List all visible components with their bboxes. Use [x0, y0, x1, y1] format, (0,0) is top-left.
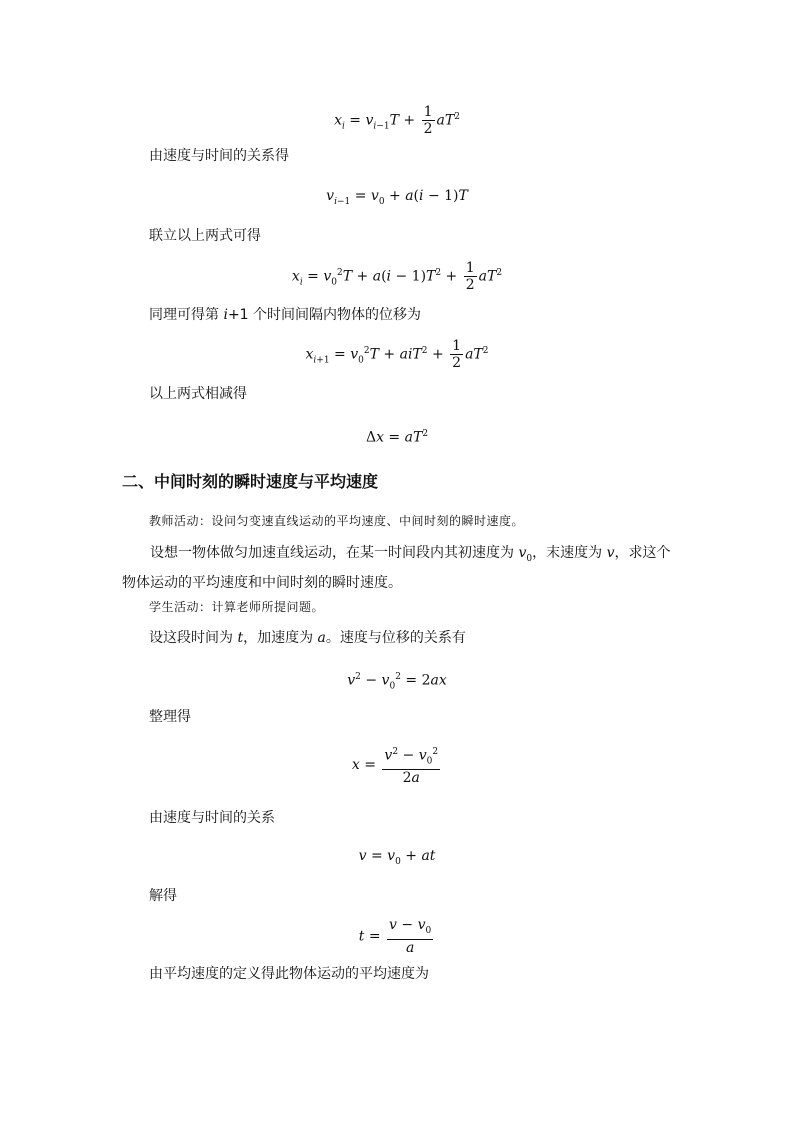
- text-velocity-time-relation: 由速度与时间的关系得: [149, 148, 289, 164]
- equation-velocity-displacement: $v^2 - v_0^2 = 2ax$: [347, 672, 447, 692]
- text3-variable: i: [223, 307, 228, 323]
- symbol-a: a: [317, 630, 326, 646]
- para1-part-c: ，求这个物体运动的平均速度和中间时刻的瞬时速度。: [122, 545, 671, 591]
- para2-part-b: ，加速度为: [243, 630, 318, 646]
- text3-suffix: +1 个时间间隔内物体的位移为: [227, 307, 422, 323]
- text-velocity-time: 由速度与时间的关系: [149, 810, 275, 826]
- para2-part-c: 。速度与位移的关系有: [325, 630, 466, 646]
- equation-x-fraction: x = $\frac{v^2 - v_0^2}{2a}$: [0, 744, 794, 786]
- equation-v: $v = v_0$ + at: [358, 848, 436, 867]
- symbol-v0: v: [518, 545, 527, 561]
- equation-t-fraction: t = $\frac{v - v_0}{a}$: [358, 917, 432, 956]
- equation-xi-combined: $x_i = v_0^2T + a(i - 1)T^2$ + $\frac{1}{2}$ $aT^2$: [291, 260, 503, 293]
- equation-vi-1: $v_{i-1} = v_0 + a(i - 1)T$: [326, 188, 468, 207]
- symbol-t: t: [237, 630, 244, 646]
- text-similarly-displacement: [149, 305, 421, 325]
- text-solve: 解得: [149, 888, 177, 904]
- paragraph-define-time: [149, 628, 466, 648]
- symbol-v: v: [606, 545, 615, 561]
- equation-xi+1: $x_{i+1} = v_0^2T + aiT^2$ + $\frac{1}{2}$ $aT^2$: [305, 338, 489, 371]
- text3-prefix: 同理可得第: [149, 307, 224, 323]
- student-activity: 学生活动：计算老师所提问题。: [149, 600, 325, 614]
- paragraph-setup: 设想一物体做匀加速直线运动，在某一时间段内其初速度为 $v_0$，末速度为 v，求这个物体运动的平均速度和中间时刻的瞬时速度。: [122, 545, 671, 591]
- para2-part-a: 设这段时间为: [149, 630, 238, 646]
- text-rearrange: 整理得: [149, 709, 191, 725]
- equation-xi: $x_i = v_{i-1}T$ + $\frac{1}{2}$ $aT^2$: [334, 104, 460, 137]
- teacher-activity: 教师活动：设问匀变速直线运动的平均速度、中间时刻的瞬时速度。: [149, 514, 525, 528]
- text-subtract-equations: 以上两式相减得: [149, 386, 247, 402]
- text-combine-equations: 联立以上两式可得: [149, 228, 261, 244]
- equation-delta-x: $\Delta x = aT^2$: [365, 429, 429, 446]
- para1-part-a: 设想一物体做匀加速直线运动，在某一时间段内其初速度为: [150, 545, 519, 561]
- text-average-velocity: 由平均速度的定义得此物体运动的平均速度为: [149, 966, 429, 982]
- para1-part-b: ，末速度为: [532, 545, 607, 561]
- section-heading: 二、中间时刻的瞬时速度与平均速度: [122, 472, 379, 491]
